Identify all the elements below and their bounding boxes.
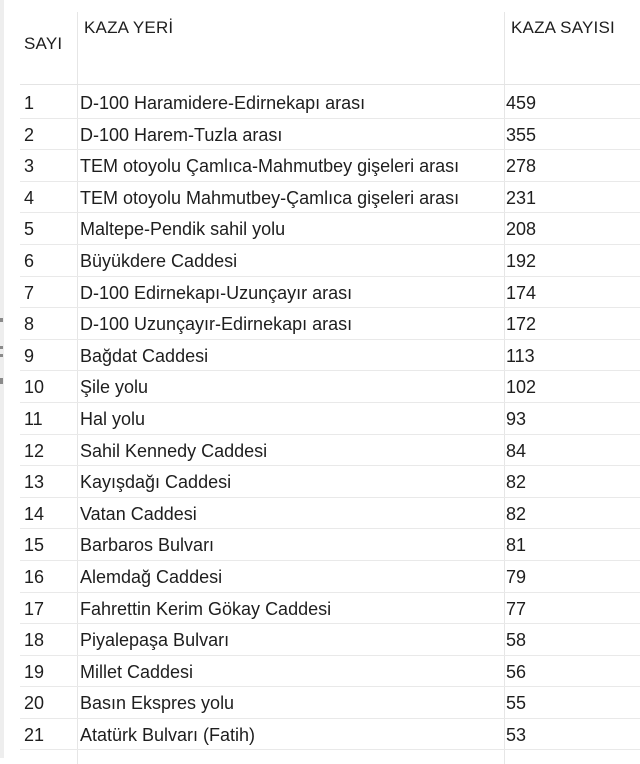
table-row: [20, 371, 640, 403]
row-accident-count: 113: [506, 345, 535, 366]
table-row: [20, 656, 640, 688]
row-location: TEM otoyolu Çamlıca-Mahmutbey gişeleri arası: [80, 156, 460, 177]
row-number: 9: [24, 345, 35, 366]
table-row: [20, 466, 640, 498]
row-number: 10: [24, 377, 45, 398]
row-location: D-100 Harem-Tuzla arası: [80, 124, 283, 145]
table-row: [20, 624, 640, 656]
row-location: Kayışdağı Caddesi: [80, 472, 232, 493]
row-accident-count: 79: [506, 566, 527, 587]
row-number: 21: [24, 724, 45, 745]
row-number: 4: [24, 187, 35, 208]
table-row: [20, 277, 640, 309]
table-row: [20, 213, 640, 245]
row-number: 16: [24, 566, 45, 587]
table-body: [20, 87, 640, 750]
table-row: [20, 119, 640, 151]
edge-marker: [0, 378, 3, 384]
row-location: Fahrettin Kerim Gökay Caddesi: [80, 598, 332, 619]
table-row: [20, 340, 640, 372]
row-accident-count: 84: [506, 440, 527, 461]
table-row: [20, 87, 640, 119]
row-accident-count: 81: [506, 535, 527, 556]
edge-marker: [0, 354, 3, 357]
row-accident-count: 82: [506, 472, 527, 493]
table-row: [20, 245, 640, 277]
row-number: 12: [24, 440, 45, 461]
accident-table: [20, 6, 640, 750]
row-accident-count: 231: [506, 187, 537, 208]
row-accident-count: 192: [506, 250, 537, 271]
row-location: D-100 Edirnekapı-Uzunçayır arası: [80, 282, 353, 303]
row-number: 19: [24, 661, 45, 682]
row-accident-count: 55: [506, 693, 527, 714]
table-row: [20, 308, 640, 340]
row-number: 17: [24, 598, 45, 619]
row-location: TEM otoyolu Mahmutbey-Çamlıca gişeleri arası: [80, 187, 460, 208]
row-number: 14: [24, 503, 45, 524]
row-location: D-100 Uzunçayır-Edirnekapı arası: [80, 314, 353, 335]
row-location: Sahil Kennedy Caddesi: [80, 440, 268, 461]
header-kaza-yeri: KAZA YERİ: [84, 18, 174, 37]
row-location: Barbaros Bulvarı: [80, 535, 215, 556]
row-number: 3: [24, 156, 35, 177]
row-accident-count: 93: [506, 408, 527, 429]
row-accident-count: 77: [506, 598, 527, 619]
row-location: Millet Caddesi: [80, 661, 194, 682]
row-location: Şile yolu: [80, 377, 149, 398]
row-accident-count: 102: [506, 377, 537, 398]
row-number: 18: [24, 630, 45, 651]
edge-marker: [0, 318, 3, 322]
row-location: Hal yolu: [80, 408, 146, 429]
header-kaza-sayisi: KAZA SAYISI: [511, 18, 615, 37]
row-number: 15: [24, 535, 45, 556]
row-location: Maltepe-Pendik sahil yolu: [80, 219, 286, 240]
row-number: 8: [24, 314, 35, 335]
row-number: 20: [24, 693, 45, 714]
row-accident-count: 82: [506, 503, 527, 524]
row-number: 1: [24, 93, 35, 113]
row-accident-count: 172: [506, 314, 537, 335]
table-row: [20, 403, 640, 435]
table-row: [20, 593, 640, 625]
edge-marker: [0, 346, 3, 349]
row-location: D-100 Haramidere-Edirnekapı arası: [80, 93, 366, 113]
row-location: Alemdağ Caddesi: [80, 566, 223, 587]
row-location: Bağdat Caddesi: [80, 345, 209, 366]
table-row: [20, 435, 640, 467]
table-row: [20, 687, 640, 719]
table-row: [20, 498, 640, 530]
table-row: [20, 561, 640, 593]
row-accident-count: 58: [506, 630, 527, 651]
row-number: 6: [24, 250, 35, 271]
row-accident-count: 174: [506, 282, 537, 303]
row-number: 2: [24, 124, 35, 145]
row-accident-count: 53: [506, 724, 527, 745]
row-accident-count: 459: [506, 93, 537, 113]
row-location: Piyalepaşa Bulvarı: [80, 630, 230, 651]
row-location: Büyükdere Caddesi: [80, 250, 238, 271]
row-number: 5: [24, 219, 35, 240]
row-accident-count: 208: [506, 219, 537, 240]
table-row: [20, 150, 640, 182]
table-header: [20, 6, 640, 85]
row-location: Atatürk Bulvarı (Fatih): [80, 724, 256, 745]
row-number: 13: [24, 472, 45, 493]
row-accident-count: 355: [506, 124, 537, 145]
header-sayi: SAYI: [24, 34, 63, 53]
table-row: [20, 529, 640, 561]
row-number: 11: [24, 408, 43, 429]
row-location: Basın Ekspres yolu: [80, 693, 235, 714]
table-row: [20, 182, 640, 214]
row-location: Vatan Caddesi: [80, 503, 197, 524]
row-number: 7: [24, 282, 35, 303]
table-row: [20, 719, 640, 751]
row-accident-count: 278: [506, 156, 537, 177]
row-accident-count: 56: [506, 661, 527, 682]
